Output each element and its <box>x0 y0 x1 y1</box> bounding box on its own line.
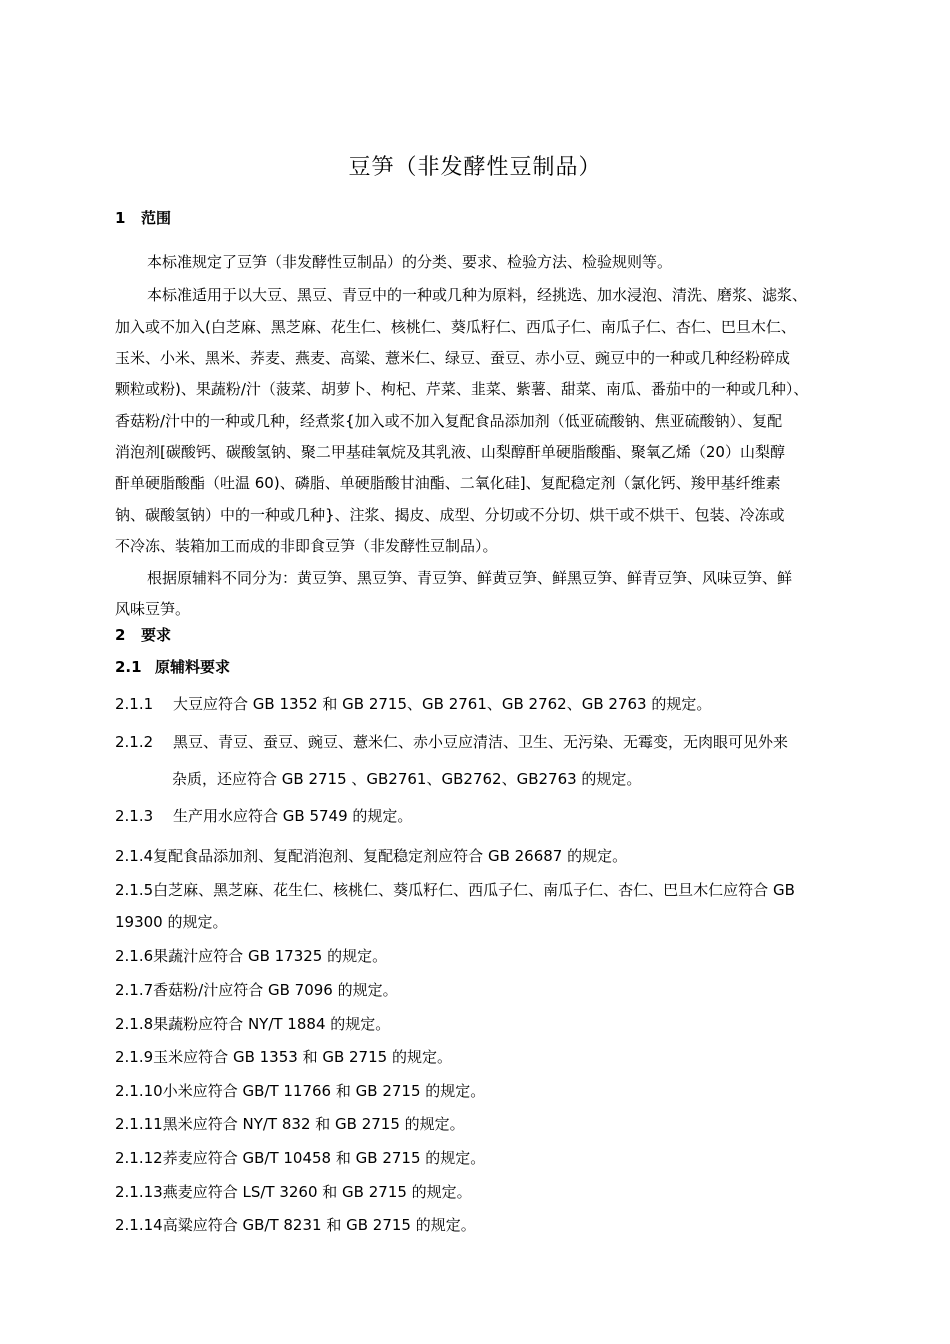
clause-2-1-2 <box>115 732 788 752</box>
clause-number: 2.1.4 <box>115 847 154 865</box>
paragraph-line: 颗粒或粉)、果蔬粉/汁（菠菜、胡萝卜、枸杞、芹菜、韭菜、紫薯、甜菜、南瓜、番茄中的一种或几种）、 <box>115 380 809 398</box>
clause-2-1-4 <box>115 846 627 866</box>
clause-2-1-12 <box>115 1148 485 1168</box>
clause-text: 小米应符合 GB/T 11766 和 GB 2715 的规定。 <box>162 1082 486 1100</box>
clause-2-1-9 <box>115 1047 452 1067</box>
paragraph-line: 香菇粉/汁中的一种或几种，经煮浆{加入或不加入复配食品添加剂（低亚硫酸钠、焦亚硫酸钠）、复配 <box>115 412 783 430</box>
clause-2-1-14 <box>115 1215 476 1235</box>
section-number: 2 <box>115 626 126 644</box>
clause-number: 2.1.10 <box>115 1082 163 1100</box>
paragraph-line: 不冷冻、装箱加工而成的非即食豆笋（非发酵性豆制品）。 <box>115 537 498 555</box>
paragraph-scope-intro: 本标准规定了豆笋（非发酵性豆制品）的分类、要求、检验方法、检验规则等。 <box>147 253 673 271</box>
clause-2-1-1 <box>115 694 711 714</box>
clause-2-1-7 <box>115 980 398 1000</box>
clause-number: 2.1.8 <box>115 1015 154 1033</box>
paragraph-line: 玉米、小米、黑米、荞麦、燕麦、高粱、薏米仁、绿豆、蚕豆、赤小豆、豌豆中的一种或几种经粉碎成 <box>115 349 791 367</box>
clause-text: 生产用水应符合 GB 5749 的规定。 <box>173 807 413 825</box>
clause-2-1-6 <box>115 946 387 966</box>
clause-number: 2.1.14 <box>115 1216 163 1234</box>
document-title: 豆笋（非发酵性豆制品） <box>348 155 602 180</box>
clause-text-continued: 杂质，还应符合 GB 2715 、GB2761、GB2762、GB2763 的规定。 <box>172 770 642 788</box>
section-number: 2.1 <box>115 658 142 676</box>
section-number: 1 <box>115 209 126 227</box>
paragraph-line: 加入或不加入(白芝麻、黑芝麻、花生仁、核桃仁、葵瓜籽仁、西瓜子仁、南瓜子仁、杏仁、巴旦木仁、 <box>115 318 796 336</box>
section-1-heading <box>115 208 171 228</box>
clause-2-1-10 <box>115 1081 485 1101</box>
clause-text: 黑米应符合 NY/T 832 和 GB 2715 的规定。 <box>162 1115 465 1133</box>
paragraph-line: 根据原辅料不同分为：黄豆笋、黑豆笋、青豆笋、鲜黄豆笋、鲜黑豆笋、鲜青豆笋、风味豆笋、鲜 <box>147 569 793 587</box>
paragraph-line: 消泡剂[碳酸钙、碳酸氢钠、聚二甲基硅氧烷及其乳液、山梨醇酐单硬脂酸酯、聚氧乙烯（20）山梨醇 <box>115 443 785 461</box>
clause-text: 玉米应符合 GB 1353 和 GB 2715 的规定。 <box>153 1048 452 1066</box>
clause-number: 2.1.9 <box>115 1048 154 1066</box>
paragraph-line: 风味豆笋。 <box>115 600 191 618</box>
clause-2-1-3 <box>115 806 412 826</box>
section-title: 原辅料要求 <box>155 658 231 676</box>
paragraph-line: 钠、碳酸氢钠）中的一种或几种}、注浆、揭皮、成型、分切或不分切、烘干或不烘干、包装、冷冻或 <box>115 506 785 524</box>
clause-text: 果蔬粉应符合 NY/T 1884 的规定。 <box>153 1015 391 1033</box>
clause-number: 2.1.5 <box>115 881 154 899</box>
clause-number: 2.1.6 <box>115 947 154 965</box>
clause-text: 复配食品添加剂、复配消泡剂、复配稳定剂应符合 GB 26687 的规定。 <box>153 847 628 865</box>
section-2-heading <box>115 625 171 645</box>
clause-text: 燕麦应符合 LS/T 3260 和 GB 2715 的规定。 <box>162 1183 472 1201</box>
clause-number: 2.1.11 <box>115 1115 163 1133</box>
clause-number: 2.1.3 <box>115 807 154 825</box>
clause-number: 2.1.12 <box>115 1149 163 1167</box>
clause-text-continued: 19300 的规定。 <box>115 913 228 931</box>
clause-text: 果蔬汁应符合 GB 17325 的规定。 <box>153 947 388 965</box>
clause-number: 2.1.2 <box>115 733 154 751</box>
section-title: 要求 <box>141 626 172 644</box>
section-2-1-heading <box>115 657 230 677</box>
clause-2-1-8 <box>115 1014 390 1034</box>
clause-text: 香菇粉/汁应符合 GB 7096 的规定。 <box>153 981 398 999</box>
clause-text: 黑豆、青豆、蚕豆、豌豆、薏米仁、赤小豆应清洁、卫生、无污染、无霉变，无肉眼可见外来 <box>173 733 789 751</box>
paragraph-line: 本标准适用于以大豆、黑豆、青豆中的一种或几种为原料，经挑选、加水浸泡、清洗、磨浆、滤浆、 <box>147 286 808 304</box>
clause-2-1-11 <box>115 1114 465 1134</box>
clause-number: 2.1.1 <box>115 695 154 713</box>
clause-2-1-13 <box>115 1182 472 1202</box>
clause-number: 2.1.7 <box>115 981 154 999</box>
section-title: 范围 <box>141 209 172 227</box>
clause-text: 荞麦应符合 GB/T 10458 和 GB 2715 的规定。 <box>162 1149 486 1167</box>
clause-number: 2.1.13 <box>115 1183 163 1201</box>
clause-2-1-5 <box>115 880 795 900</box>
clause-text: 白芝麻、黑芝麻、花生仁、核桃仁、葵瓜籽仁、西瓜子仁、南瓜子仁、杏仁、巴旦木仁应符合 GB <box>153 881 795 899</box>
paragraph-line: 酐单硬脂酸酯（吐温 60)、磷脂、单硬脂酸甘油酯、二氧化硅]、复配稳定剂（氯化钙、羧甲基纤维素 <box>115 474 781 492</box>
clause-text: 高粱应符合 GB/T 8231 和 GB 2715 的规定。 <box>162 1216 476 1234</box>
clause-text: 大豆应符合 GB 1352 和 GB 2715、GB 2761、GB 2762、GB 2763 的规定。 <box>173 695 712 713</box>
